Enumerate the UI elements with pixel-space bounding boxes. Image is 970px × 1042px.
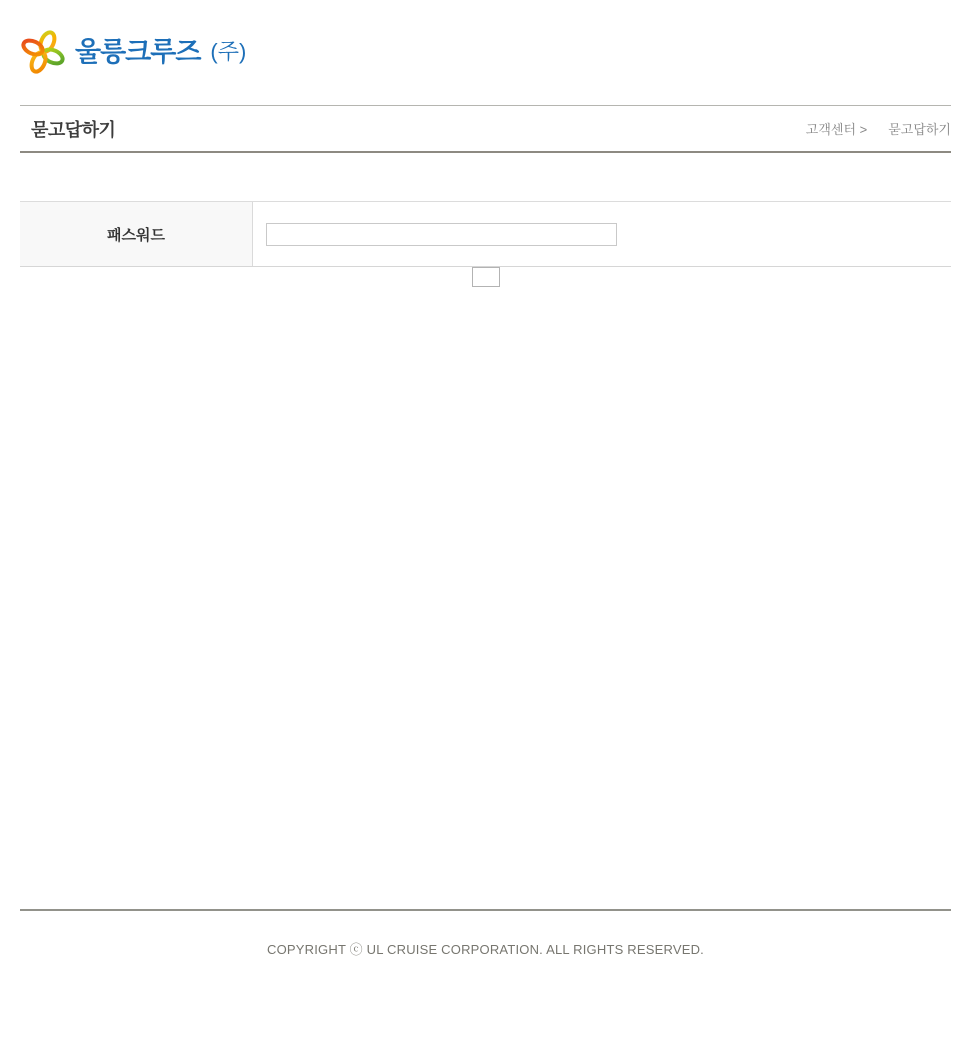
password-form-table (20, 201, 951, 267)
breadcrumb-current: 묻고답하기 (888, 122, 951, 137)
footer (20, 909, 951, 959)
brand-name: 울릉크루즈 (75, 36, 201, 67)
brand-name-suffix: (주) (210, 39, 247, 64)
confirm-button[interactable] (472, 267, 500, 287)
page-container (20, 0, 951, 287)
page-title: 묻고답하기 (31, 119, 116, 140)
breadcrumb-parent-link[interactable]: 고객센터 > (805, 122, 868, 137)
password-input-cell (253, 202, 951, 266)
password-label: 패스워드 (20, 202, 253, 266)
page-title-bar (20, 105, 951, 153)
password-input[interactable] (266, 223, 617, 246)
breadcrumb (806, 119, 951, 138)
confirm-button-row (20, 267, 951, 287)
brand-flower-icon (20, 29, 66, 75)
brand-logo-link[interactable] (20, 0, 246, 75)
copyright-text: COPYRIGHT ⓒ UL CRUISE CORPORATION. ALL RIGHTS RESERVED. (267, 942, 704, 957)
